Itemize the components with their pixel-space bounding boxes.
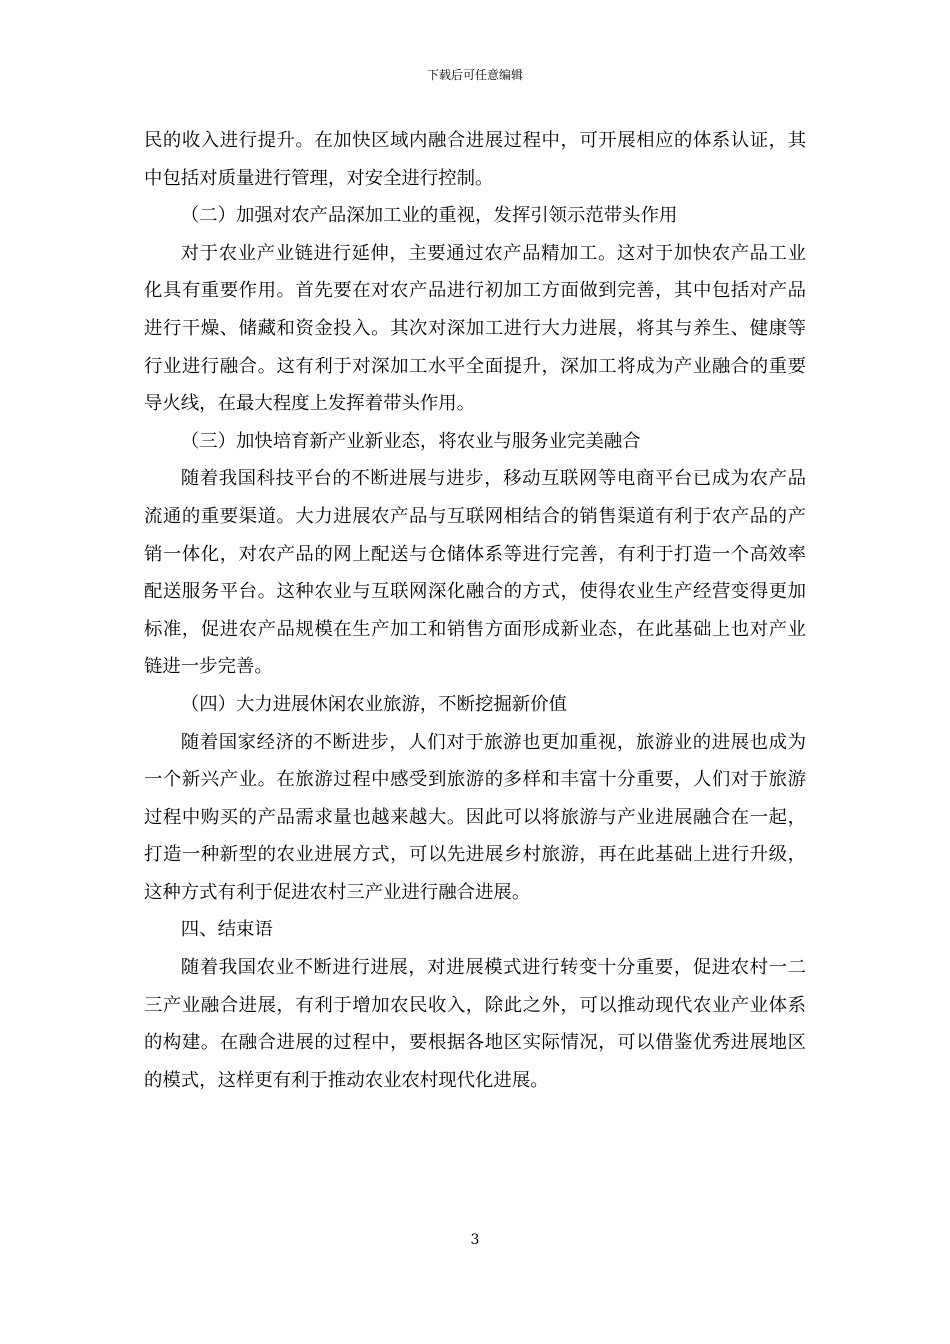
- section-heading-4: （四）大力进展休闲农业旅游，不断挖掘新价值: [180, 693, 568, 715]
- document-body: [144, 122, 806, 1099]
- paragraph-3: 对于农业产业链进行延伸，主要通过农产品精加工。这对于加快农产品工业化具有重要作用。首先要在对农产品进行初加工方面做到完善，其中包括对产品进行干燥、储藏和资金投入。其次对深加工进行大力进展，将其与养生、健康等行业进行融合。这有利于对深加工水平全面提升，深加工将成为产业融合的重要导火线，在最大程度上发挥着带头作用。: [144, 242, 806, 415]
- conclusion-heading: 四、结束语: [180, 919, 273, 941]
- paragraph-9: 随着我国农业不断进行进展，对进展模式进行转变十分重要，促进农村一二三产业融合进展，有利于增加农民收入，除此之外，可以推动现代农业产业体系的构建。在融合进展的过程中，要根据各地区实际情况，可以借鉴优秀进展地区的模式，这样更有利于推动农业农村现代化进展。: [144, 957, 806, 1091]
- page-number: 3: [470, 1232, 480, 1248]
- section-heading-3: （三）加快培育新产业新业态，将农业与服务业完美融合: [180, 430, 641, 452]
- paragraph-7: 随着国家经济的不断进步，人们对于旅游也更加重视，旅游业的进展也成为一个新兴产业。在旅游过程中感受到旅游的多样和丰富十分重要，人们对于旅游过程中购买的产品需求量也越来越大。因此可以将旅游与产业进展融合在一起，打造一种新型的农业进展方式，可以先进展乡村旅游，再在此基础上进行升级，这种方式有利于促进农村三产业进行融合进展。: [144, 731, 806, 903]
- paragraph-5: 随着我国科技平台的不断进展与进步，移动互联网等电商平台已成为农产品流通的重要渠道。大力进展农产品与互联网相结合的销售渠道有利于农产品的产销一体化，对农产品的网上配送与仓储体系等进行完善，有利于打造一个高效率配送服务平台。这种农业与互联网深化融合的方式，使得农业生产经营变得更加标准，促进农产品规模在生产加工和销售方面形成新业态，在此基础上也对产业链进一步完善。: [144, 468, 806, 678]
- page-header: 下载后可任意编辑: [426, 68, 523, 82]
- paragraph-1: 民的收入进行提升。在加快区域内融合进展过程中，可开展相应的体系认证，其中包括对质量进行管理，对安全进行控制。: [144, 130, 806, 189]
- section-heading-2: （二）加强对农产品深加工业的重视，发挥引领示范带头作用: [180, 205, 678, 227]
